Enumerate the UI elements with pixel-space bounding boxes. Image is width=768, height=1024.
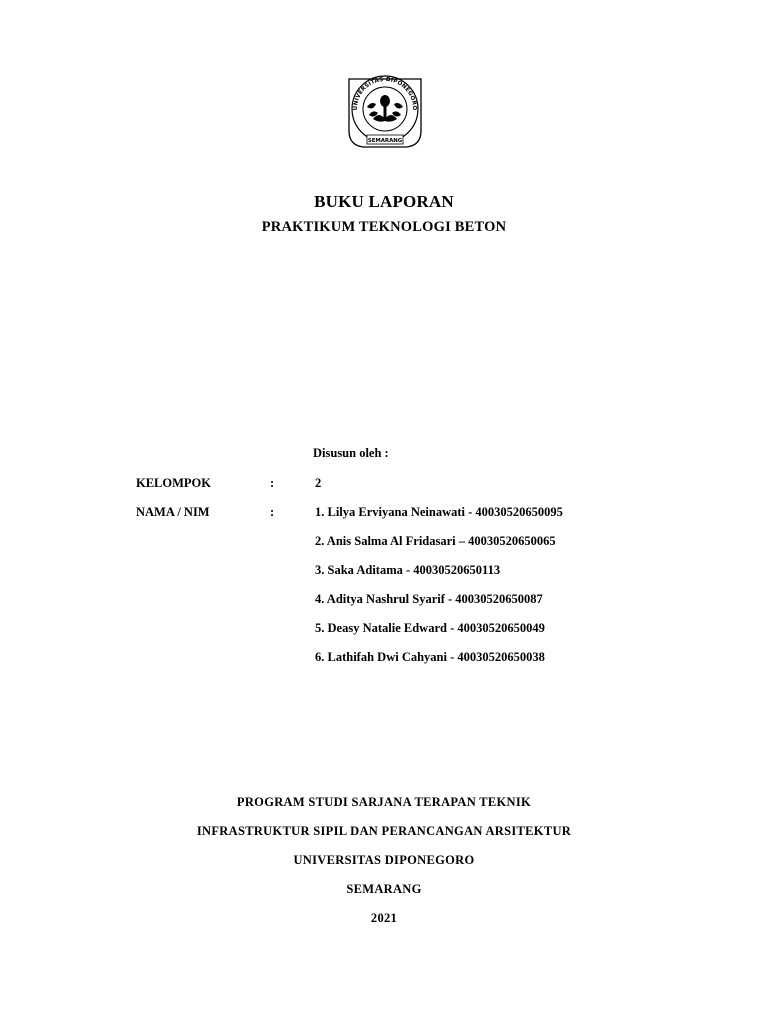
list-item: 3. Saka Aditama - 40030520650113 [315,563,501,577]
report-subtitle: PRAKTIKUM TEKNOLOGI BETON [261,219,507,235]
list-item: 6. Lathifah Dwi Cahyani - 40030520650038 [315,650,545,664]
logo-bottom-text: SEMARANG [367,138,403,144]
list-item: 5. Deasy Natalie Edward - 40030520650049 [315,621,545,635]
city-name: SEMARANG [346,882,422,896]
group-label: KELOMPOK [136,476,211,490]
logo-top-text: UNIVERSITAS DIPONEGORO [352,76,418,111]
report-title: BUKU LAPORAN [314,192,454,211]
list-item: 1. Lilya Erviyana Neinawati - 40030520650095 [315,505,563,519]
list-item: 2. Anis Salma Al Fridasari – 40030520650065 [315,534,556,548]
university-name: UNIVERSITAS DIPONEGORO [293,853,475,867]
year: 2021 [370,911,398,925]
prepared-by-label: Disusun oleh : [313,446,389,460]
group-value: 2 [315,476,322,490]
program-name: PROGRAM STUDI SARJANA TERAPAN TEKNIK [236,795,532,809]
group-colon: : [270,476,275,490]
department-name: INFRASTRUKTUR SIPIL DAN PERANCANGAN ARSITEKTUR [196,824,572,838]
members-colon: : [270,505,275,519]
members-label: NAMA / NIM [136,505,210,519]
university-seal-icon [343,71,427,151]
list-item: 4. Aditya Nashrul Syarif - 40030520650087 [315,592,543,606]
